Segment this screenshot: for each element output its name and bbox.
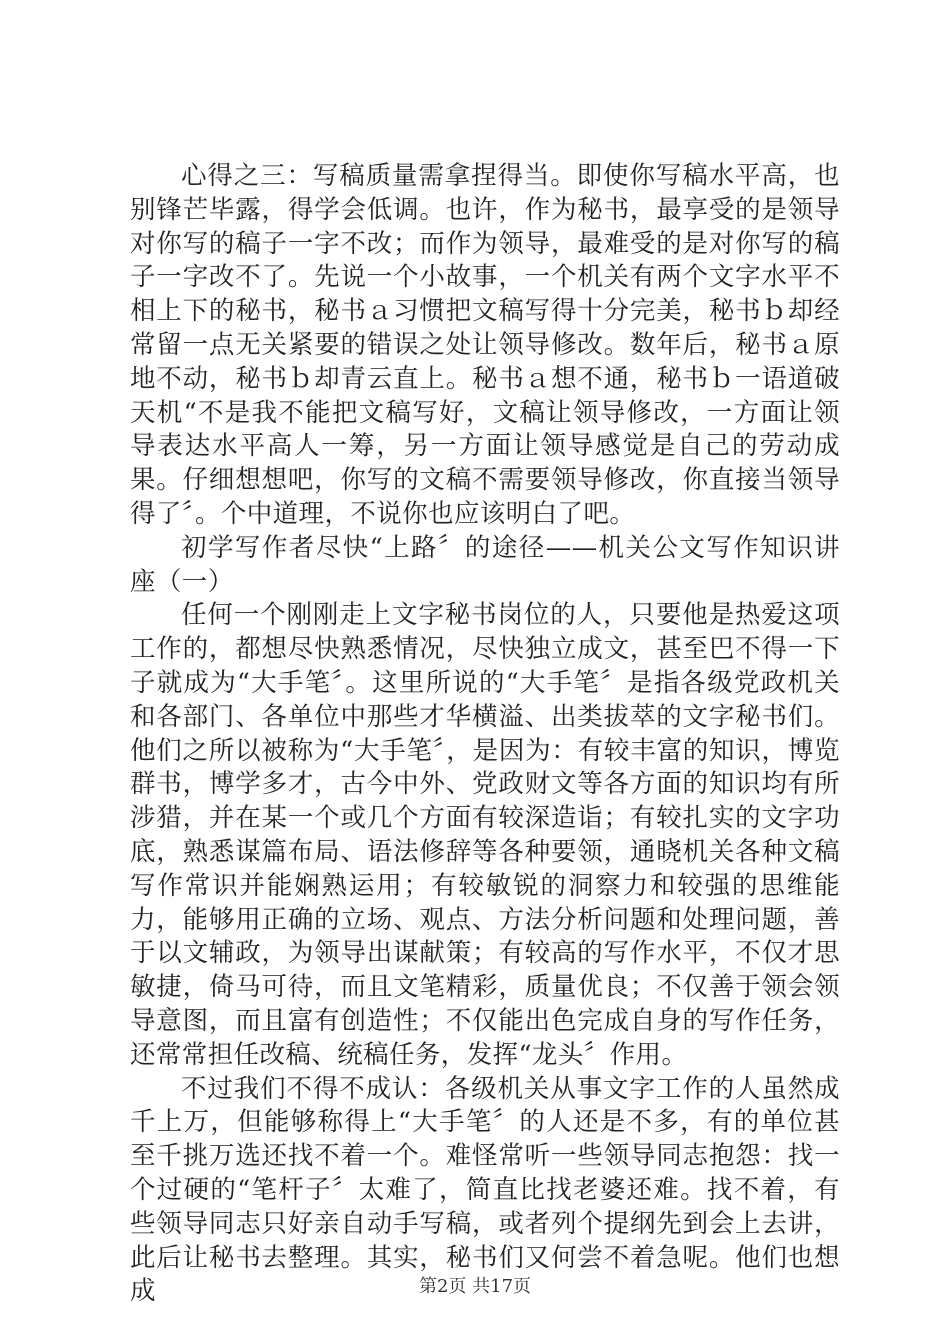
paragraph-experience-three: 心得之三：写稿质量需拿捏得当。即使你写稿水平高，也别锋芒毕露，得学会低调。也许，作为秘书，最享受的是领导对你写的稿子一字不改；而作为领导，最难受的是对你写的稿子一字改不了。先说一个小故事，一个机关有两个文字水平不相上下的秘书，秘书ａ习惯把文稿写得十分完美，秘书ｂ却经常留一点无关紧要的错误之处让领导修改。数年后，秘书ａ原地不动，秘书ｂ却青云直上。秘书ａ想不通，秘书ｂ一语道破天机“不是我不能把文稿写好，文稿让领导修改，一方面让领导表达水平高人一筹，另一方面让领导感觉是自己的劳动成果。仔细想想吧，你写的文稿不需要领导修改，你直接当领导得了〞。个中道理，不说你也应该明白了吧。 [130, 161, 840, 529]
section-heading: 初学写作者尽快“上路〞的途径——机关公文写作知识讲座（一） [130, 532, 840, 597]
page-number-footer: 第2页 共17页 [418, 1276, 532, 1297]
paragraph-intro: 任何一个刚刚走上文字秘书岗位的人，只要他是热爱这项工作的，都想尽快熟悉情况，尽快独立成文，甚至巴不得一下子就成为“大手笔〞。这里所说的“大手笔〞是指各级党政机关和各部门、各单位中那些才华横溢、出类拔萃的文字秘书们。他们之所以被称为“大手笔〞，是因为：有较丰富的知识，博览群书，博学多才，古今中外、党政财文等各方面的知识均有所涉猎，并在某一个或几个方面有较深造诣；有较扎实的文字功底，熟悉谋篇布局、语法修辞等各种要领，通晓机关各种文稿写作常识并能娴熟运用；有较敏锐的洞察力和较强的思维能力，能够用正确的立场、观点、方法分析问题和处理问题，善于以文辅政，为领导出谋献策；有较高的写作水平，不仅才思敏捷，倚马可待，而且文笔精彩，质量优良；不仅善于领会领导意图，而且富有创造性；不仅能出色完成自身的写作任务，还常常担任改稿、统稿任务，发挥“龙头〞作用。 [130, 600, 840, 1070]
paragraph-continued: 不过我们不得不成认：各级机关从事文字工作的人虽然成千上万，但能够称得上“大手笔〞的人还是不多，有的单位甚至千挑万选还找不着一个。难怪常听一些领导同志抱怨：找一个过硬的“笔杆子〞太难了，简直比找老婆还难。找不着，有些领导同志只好亲自动手写稿，或者列个提纲先到会上去讲，此后让秘书去整理。其实，秘书们又何尝不着急呢。他们也想成 [130, 1073, 840, 1307]
document-body [130, 160, 840, 1309]
